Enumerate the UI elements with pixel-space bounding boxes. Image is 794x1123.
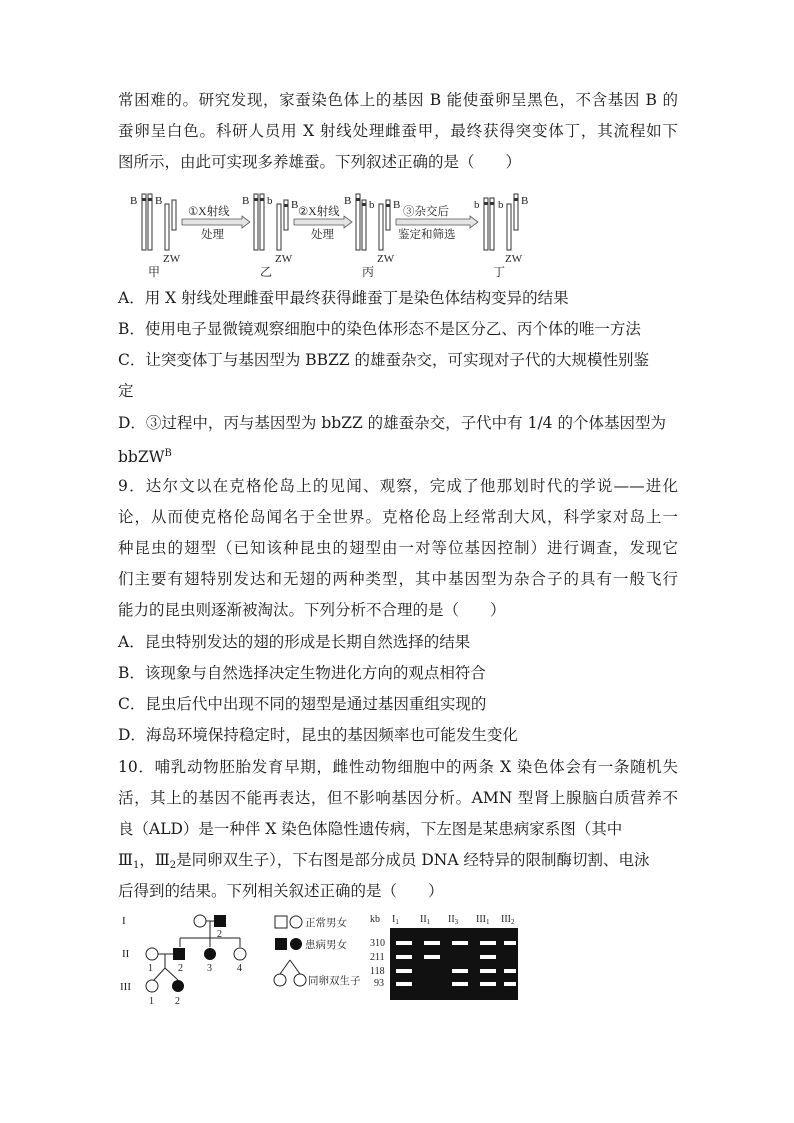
normal-female-symbol: [234, 948, 246, 960]
gene-label: B: [242, 195, 250, 207]
silkworm-mutation-figure: [118, 186, 538, 278]
gene-label: B: [393, 199, 401, 211]
chromosome: [277, 204, 281, 250]
generation-label: II: [122, 948, 130, 960]
normal-female-symbol: [146, 948, 158, 960]
genotype-text: bbZW: [118, 448, 165, 466]
zw-label: ZW: [505, 253, 523, 265]
step-3-label: ③杂交后: [403, 206, 449, 218]
gel-band: [504, 969, 516, 973]
individual-number: 3: [207, 963, 212, 974]
size-marker: 310: [370, 938, 385, 949]
lane-header: $III_2$: [501, 914, 515, 926]
legend-twins-label: 同卵双生子: [308, 976, 361, 987]
gene-label: b: [267, 195, 273, 207]
gel-band: [480, 955, 496, 959]
stage-label: 丁: [493, 265, 506, 278]
subscript: 2: [169, 860, 177, 871]
q9-stem-line-1: 9．达尔文以在克格伦岛上的见闻、观察，完成了他那划时代的学说——进化: [118, 477, 678, 495]
stage-label: 甲: [148, 265, 161, 278]
gel-band: [396, 982, 412, 986]
q8-option-c-line-2: 定: [118, 382, 134, 400]
generation-label: I: [122, 915, 126, 927]
q8-option-d-line-1: D．③过程中，丙与基因型为 bbZZ 的雄蚕杂交，子代中有 1/4 的个体基因型为: [118, 414, 666, 432]
chromosome: [356, 194, 360, 250]
gel-band: [396, 941, 412, 945]
q9-option-a: A．昆虫特别发达的翅的形成是长期自然选择的结果: [118, 633, 471, 651]
gene-label: b: [369, 199, 375, 211]
q9-stem-line-5: 能力的昆虫则逐渐被淘汰。下列分析不合理的是（ ）: [118, 601, 506, 619]
chromosome: [165, 204, 169, 250]
pedigree-legend: [272, 908, 368, 996]
normal-female-symbol: [146, 980, 158, 992]
gene-label: B: [344, 195, 352, 207]
q8-option-d-line-2: [118, 444, 678, 467]
size-marker: 118: [370, 966, 385, 977]
gel-band: [424, 955, 440, 959]
q8-stem-line-3: 图所示，由此可实现多养雄蚕。下列叙述正确的是（ ）: [118, 153, 522, 171]
normal-female-icon: [290, 916, 302, 928]
gel-band: [480, 982, 496, 986]
individual-number: 4: [237, 963, 242, 974]
affected-male-symbol: [214, 915, 226, 927]
lane-header: $II_3$: [448, 914, 459, 926]
affected-male-icon: [275, 938, 287, 950]
q9-stem-line-2: 论，从而使克格伦岛闻名于全世界。克格伦岛上经常刮大风，科学家对岛上一: [118, 508, 678, 526]
gel-band: [504, 982, 516, 986]
q9-stem-line-4: 们主要有翅特别发达和无翅的两种类型，其中基因型为杂合子的具有一般飞行: [118, 570, 678, 588]
affected-male-symbol: [173, 948, 185, 960]
q10-stem-line-4: [118, 850, 678, 876]
chromosome: [362, 200, 366, 250]
chromosome: [379, 204, 383, 250]
gel-band: [480, 941, 496, 945]
chromosome: [490, 198, 494, 250]
chromosome: [254, 194, 258, 250]
q10-stem-line-5: 后得到的结果。下列相关叙述正确的是（ ）: [118, 882, 444, 900]
legend-affected-label: 患病男女: [305, 940, 347, 951]
gene-label: B: [130, 195, 138, 207]
electrophoresis-gel: [368, 908, 524, 1004]
gel-band: [396, 969, 412, 973]
zw-label: ZW: [377, 253, 395, 265]
zw-label: ZW: [163, 253, 181, 265]
q9-option-c: C．昆虫后代中出现不同的翅型是通过基因重组实现的: [118, 695, 487, 713]
kb-label: kb: [370, 914, 380, 925]
chromosome: [260, 194, 264, 250]
gel-band: [480, 969, 496, 973]
gel-band: [424, 941, 440, 945]
lane-header: $I_1$: [392, 914, 399, 926]
generation-label: III: [120, 981, 131, 993]
individual-number: 1: [148, 963, 153, 974]
q9-option-d: D．海岛环境保持稳定时，昆虫的基因频率也可能发生变化: [118, 726, 518, 744]
step-1-label: ①X射线: [188, 206, 230, 218]
q9-option-b: B．该现象与自然选择决定生物进化方向的观点相符合: [118, 664, 486, 682]
stage-label: 丙: [362, 265, 375, 278]
q10-stem-line-2: 活，其上的基因不能再表达，但不影响基因分析。AMN 型肾上腺脑白质营养不: [118, 789, 678, 807]
size-marker: 211: [370, 952, 385, 963]
step-1-sublabel: 处理: [201, 229, 224, 241]
gel-background: [390, 928, 518, 1000]
stem-text: 是同卵双生子），下右图是部分成员 DNA 经特异的限制酶切割、电泳: [176, 851, 650, 869]
lane-header: $III_1$: [476, 914, 490, 926]
individual-number: 2: [178, 963, 183, 974]
normal-female-symbol: [194, 915, 206, 927]
chromosome: [148, 194, 152, 250]
gel-band: [452, 982, 468, 986]
roman-numeral: ，Ⅲ: [139, 851, 170, 869]
q8-option-b: B．使用电子显微镜观察细胞中的染色体形态不是区分乙、丙个体的唯一方法: [118, 320, 641, 338]
lane-header: $II_1$: [420, 914, 431, 926]
individual-number: 1: [149, 996, 154, 1007]
q9-stem-line-3: 种昆虫的翅型（已知该种昆虫的翅型由一对等位基因控制）进行调查，发现它: [118, 539, 678, 557]
q8-stem-line-1: 常困难的。研究发现，家蚕染色体上的基因 B 能使蚕卵呈黑色，不含基因 B 的: [118, 91, 678, 109]
step-2-sublabel: 处理: [311, 229, 334, 241]
chromosome: [484, 198, 488, 250]
affected-female-symbol: [204, 948, 216, 960]
subscript: 1: [132, 860, 140, 871]
gene-label: B: [155, 195, 163, 207]
step-3-sublabel: 鉴定和筛选: [398, 229, 456, 241]
individual-number: 2: [217, 929, 222, 940]
roman-numeral: Ⅲ: [118, 851, 133, 869]
gene-label: b: [498, 199, 504, 211]
q8-option-a: A．用 X 射线处理雌蚕甲最终获得雌蚕丁是染色体结构变异的结果: [118, 289, 569, 307]
stage-label: 乙: [260, 265, 273, 278]
legend-normal-label: 正常男女: [305, 918, 347, 929]
zw-label: ZW: [275, 253, 293, 265]
q8-option-c-line-1: C．让突变体丁与基因型为 BBZZ 的雄蚕杂交，可实现对子代的大规模性别鉴: [118, 351, 650, 369]
gel-band: [452, 969, 468, 973]
step-2-label: ②X射线: [298, 206, 340, 218]
individual-number: 2: [175, 996, 180, 1007]
gel-band: [504, 941, 516, 945]
normal-male-icon: [275, 916, 287, 928]
chromosome: [507, 204, 511, 250]
genotype-superscript: B: [164, 448, 172, 459]
affected-female-icon: [290, 938, 302, 950]
pedigree-chart: [118, 908, 270, 1008]
q10-stem-line-3: 良（ALD）是一种伴 X 染色体隐性遗传病，下左图是某患病家系图（其中: [118, 820, 623, 838]
gene-label: B: [291, 199, 299, 211]
chromosome: [142, 194, 146, 250]
twin-icon: [274, 974, 286, 986]
twin-icon: [294, 974, 306, 986]
gel-band: [452, 941, 468, 945]
chromosome: [172, 200, 176, 230]
gene-label: b: [474, 199, 480, 211]
q8-stem-line-2: 蚕卵呈白色。科研人员用 X 射线处理雌蚕甲，最终获得突变体丁，其流程如下: [118, 122, 678, 140]
gel-band: [396, 955, 412, 959]
q10-stem-line-1: 10．哺乳动物胚胎发育早期，雌性动物细胞中的两条 X 染色体会有一条随机失: [118, 758, 678, 776]
size-marker: 93: [374, 978, 384, 989]
affected-female-symbol: [172, 980, 184, 992]
gene-label: B: [521, 195, 529, 207]
